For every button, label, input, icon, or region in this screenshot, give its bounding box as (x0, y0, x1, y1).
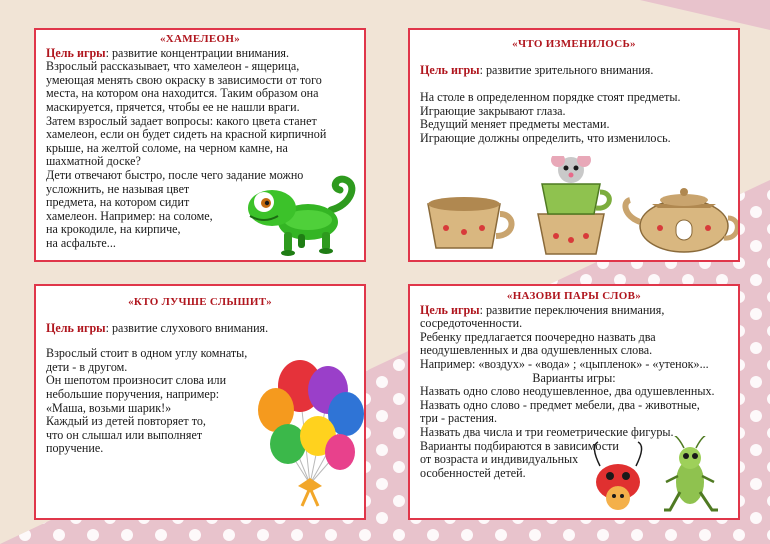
balloons-illustration (258, 356, 366, 516)
cups-and-teapot-illustration (416, 156, 738, 256)
text-line: хамелеон, если он будет сидеть на красной кирпичной (46, 127, 327, 142)
card-who-hears-better (34, 284, 366, 520)
text-line: умеющая менять свою окраску в зависимости от того (46, 72, 322, 87)
text-line: Взрослый стоит в одном углу комнаты, (46, 346, 248, 361)
text-line: усложнить, не называя цвет (46, 181, 190, 196)
goal-label: Цель игры (46, 320, 106, 335)
text-line: Он шепотом произносит слова или (46, 373, 227, 388)
text-line: Варианты подбираются в зависимости (420, 438, 619, 453)
text-line: хамелеон. Например: на соломе, (46, 208, 213, 223)
goal-line (46, 322, 364, 336)
text-line: Ребенку предлагается поочередно назвать два (420, 329, 656, 344)
goal-line (420, 304, 738, 318)
text-line: от возраста и индивидуальных (420, 452, 579, 467)
text-line: на крокодиле, на кирпиче, (46, 222, 181, 237)
card-title: «НАЗОВИ ПАРЫ СЛОВ» (506, 290, 642, 302)
text-line: три - растения. (420, 411, 497, 426)
text-line: предмета, на котором сидит (46, 195, 190, 210)
text-line: Играющие должны определить, что изменилось. (420, 130, 671, 145)
goal-text: : развитие слухового внимания. (105, 320, 269, 335)
text-line: на асфальте... (46, 235, 116, 250)
text-line: места, на котором она находится. Таким образом она (46, 86, 319, 101)
goal-label: Цель игры (420, 302, 480, 317)
text-line: Ведущий меняет предметы местами. (420, 117, 610, 132)
text-line: «Маша, возьми шарик!» (46, 400, 172, 415)
text-line: Например: «воздух» - «вода» ; «цыпленок» - «утенок»... (420, 356, 709, 371)
card-what-changed (408, 28, 740, 262)
card-chameleon (34, 28, 366, 262)
goal-line (420, 64, 738, 78)
text-line: Взрослый рассказывает, что хамелеон - ящерица, (46, 59, 300, 74)
text-line: Затем взрослый задает вопросы: какого цвета станет (46, 113, 317, 128)
goal-line (46, 47, 364, 61)
text-line: Назвать одно слово неодушевленное, два одушевленных. (420, 384, 715, 399)
variants-heading: Варианты игры: (532, 370, 616, 385)
text-line: поручение. (46, 441, 104, 456)
text-line: маскируется, прячется, чтобы ее не нашли враги. (46, 99, 300, 114)
goal-label: Цель игры (46, 45, 106, 60)
text-line: На столе в определенном порядке стоят предметы. (420, 90, 681, 105)
card-name-word-pairs (408, 284, 740, 520)
goal-text: : развитие зрительного внимания. (479, 62, 654, 77)
goal-text: : развитие переключения внимания, (479, 302, 665, 317)
text-line: Назвать одно слово - предмет мебели, два - животные, (420, 397, 700, 412)
text-line: дети - в другом. (46, 359, 128, 374)
card-title: «ХАМЕЛЕОН» (159, 33, 241, 45)
text-line: крыше, на желтой соломе, на черном камне, на (46, 140, 288, 155)
text-line: особенностей детей. (420, 465, 526, 480)
text-line: Играющие закрывают глаза. (420, 103, 566, 118)
chameleon-illustration (236, 170, 361, 258)
text-line: неодушевленных и два одушевленных слова. (420, 343, 653, 358)
text-line: сосредоточенности. (420, 316, 523, 331)
text-line: Каждый из детей повторяет то, (46, 414, 206, 429)
card-title: «ЧТО ИЗМЕНИЛОСЬ» (512, 38, 636, 50)
text-line: что он слышал или выполняет (46, 427, 203, 442)
text-line: шахматной доске? (46, 154, 141, 169)
text-line: Дети отвечают быстро, после чего задание можно (46, 167, 304, 182)
goal-label: Цель игры (420, 62, 480, 77)
card-title: «КТО ЛУЧШЕ СЛЫШИТ» (128, 296, 272, 308)
text-line: Назвать два числа и три геометрические фигуры. (420, 424, 674, 439)
goal-text: : развитие концентрации внимания. (105, 45, 290, 60)
text-line: небольшие поручения, например: (46, 386, 220, 401)
ladybug-and-grasshopper-illustration (580, 436, 730, 516)
